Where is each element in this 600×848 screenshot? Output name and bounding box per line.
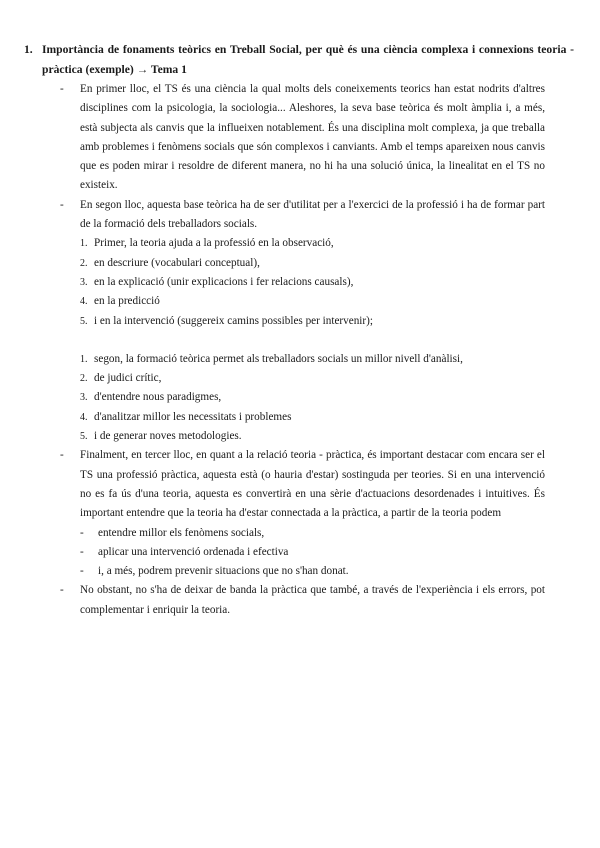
- list-number: 5.: [80, 315, 88, 327]
- numbered-list-item: [60, 388, 545, 407]
- sub-bullet-list: [60, 524, 545, 582]
- sub-bullet-marker: -: [80, 565, 84, 578]
- bullet-item: [60, 581, 545, 620]
- numbered-list-item: [60, 369, 545, 388]
- list-number: 1.: [80, 238, 88, 250]
- sub-bullet-marker: -: [80, 526, 84, 539]
- heading-number: 1.: [24, 43, 33, 56]
- numbered-list-item: [60, 408, 545, 427]
- numbered-list-item: [60, 292, 545, 311]
- numbered-list-item: [60, 312, 545, 331]
- heading-text: Importància de fonaments teòrics en Treball Social, per què és una ciència complexa i connexions teoria - pràctica (exemple) → Tema 1: [42, 43, 574, 76]
- list-item-text: Primer, la teoria ajuda a la professió en la observació,: [94, 237, 334, 250]
- sub-bullet-text: i, a més, podrem prevenir situacions que no s'han donat.: [98, 565, 349, 578]
- list-item-text: d'entendre nous paradigmes,: [94, 391, 222, 404]
- numbered-list-item: [60, 350, 545, 369]
- bullet-text: Finalment, en tercer lloc, en quant a la relació teoria - pràctica, és important destacar com encara ser el TS una professió pràctica, aquesta està (o hauria d'estar) sostinguda per teories. Si en una intervenció no es fa ús d'una teoria, aquesta es convertirà en una sèrie d'actuacions desordenades i intuitives. És important entendre que la teoria ha d'estar connectada a la pràctica, a partir de la teoria podem: [80, 449, 545, 520]
- bullet-marker: -: [60, 198, 64, 211]
- numbered-list-item: [60, 234, 545, 253]
- list-item-text: de judici crític,: [94, 372, 162, 385]
- list-item-text: i en la intervenció (suggereix camins possibles per intervenir);: [94, 314, 373, 327]
- list-number: 2.: [80, 257, 88, 269]
- numbered-list-item: [60, 273, 545, 292]
- bullet-list: [60, 80, 545, 620]
- numbered-list-item: [60, 427, 545, 446]
- bullet-text: En segon lloc, aquesta base teòrica ha de ser d'utilitat per a l'exercici de la professió i ha de formar part de la formació dels treballadors socials.: [80, 198, 545, 231]
- bullet-marker: -: [60, 584, 64, 597]
- sub-bullet-text: entendre millor els fenòmens socials,: [98, 526, 265, 539]
- list-number: 3.: [80, 392, 88, 404]
- numbered-list: [60, 234, 545, 330]
- list-number: 4.: [80, 411, 88, 423]
- bullet-text: No obstant, no s'ha de deixar de banda la pràctica que també, a través de l'experiència i els errors, pot complementar i enriquir la teoria.: [80, 584, 545, 616]
- bullet-marker: -: [60, 449, 64, 462]
- numbered-list-item: [60, 254, 545, 273]
- bullet-item: [60, 446, 545, 523]
- list-item-text: en descriure (vocabulari conceptual),: [94, 256, 260, 269]
- bullet-item: [60, 196, 545, 235]
- bullet-item: [60, 80, 545, 196]
- list-item-text: i de generar noves metodologies.: [94, 430, 242, 443]
- bullet-marker: -: [60, 83, 64, 95]
- sub-bullet-item: [60, 524, 545, 543]
- sub-bullet-item: [60, 543, 545, 562]
- numbered-list: [60, 350, 545, 446]
- list-number: 3.: [80, 276, 88, 288]
- list-number: 4.: [80, 296, 88, 308]
- bullet-text: En primer lloc, el TS és una ciència la qual molts dels coneixements teorics han estat nodrits d'altres disciplines com la psicologia, la sociologia... Aleshores, la seva base teòrica és molt àmplia i, a més, està subjecta als canvis que la influeixen notablement. És una disciplina molt complexa, ja que treballa amb problemes i fenòmens socials que són complexos i canviants. Amb el temps apareixen nous canvis que es poden mirar i resoldre de diferent manera, no hi ha una solució única, la linealitat en el TS no existeix.: [80, 83, 545, 192]
- list-item-text: d'analitzar millor les necessitats i problemes: [94, 410, 292, 423]
- list-item-text: en la explicació (unir explicacions i fer relacions causals),: [94, 275, 354, 288]
- sub-bullet-marker: -: [80, 545, 84, 558]
- list-item-text: segon, la formació teòrica permet als treballadors socials un millor nivell d'anàlisi,: [94, 352, 463, 365]
- section-heading: [24, 40, 574, 80]
- list-number: 2.: [80, 373, 88, 385]
- sub-bullet-item: [60, 562, 545, 581]
- list-number: 5.: [80, 431, 88, 443]
- list-number: 1.: [80, 353, 88, 365]
- sub-bullet-text: aplicar una intervenció ordenada i efectiva: [98, 545, 289, 558]
- list-item-text: en la predicció: [94, 295, 160, 308]
